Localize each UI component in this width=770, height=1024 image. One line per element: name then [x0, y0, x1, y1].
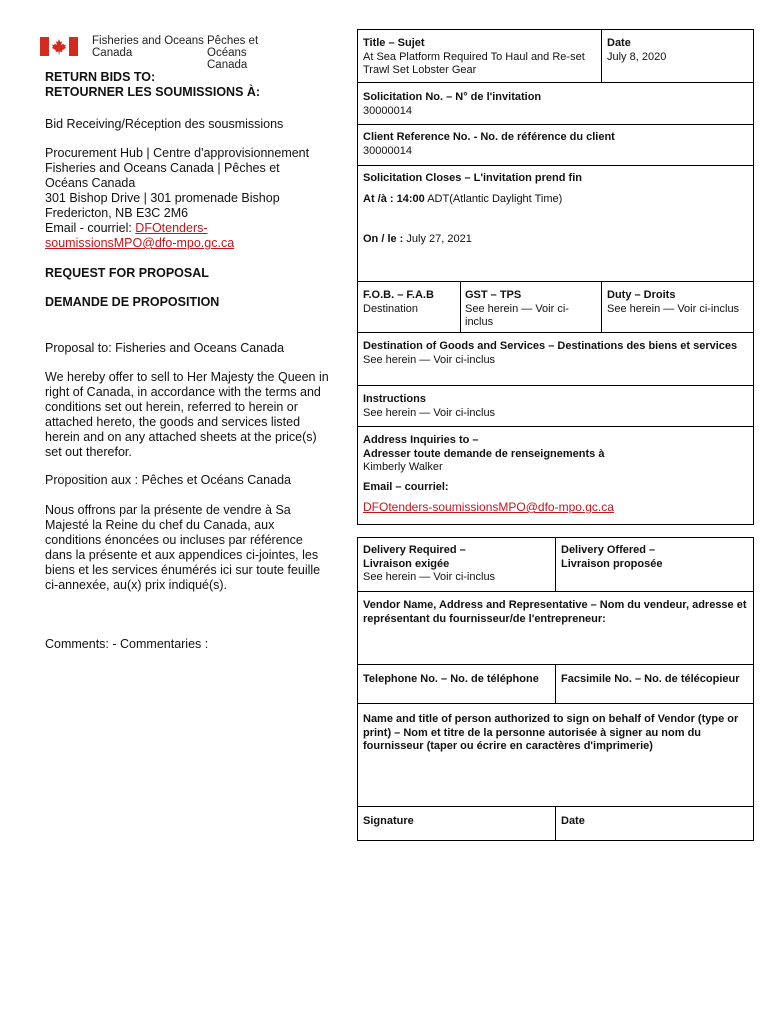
- offer-text-en: We hereby offer to sell to Her Majesty the Queen in right of Canada, in accordance with the terms and conditions set out herein, referred to herein or attached hereto, the goods and services listed herein and on any attached sheets at the price(s) set out therefor.: [45, 370, 329, 459]
- return-email-link-continued[interactable]: soumissionsMPO@dfo-mpo.gc.ca: [45, 236, 235, 250]
- government-logo: [40, 35, 300, 71]
- contact-email-field: [363, 501, 748, 516]
- signature-date-field[interactable]: Date: [561, 815, 585, 827]
- contact-email-link[interactable]: DFOtenders-soumissionsMPO@dfo-mpo.gc.ca: [363, 500, 614, 514]
- client-reference-field: Client Reference No. - No. de référence du client 30000014: [363, 131, 615, 157]
- solicitation-closes-field: Solicitation Closes – L'invitation prend fin: [363, 172, 582, 184]
- delivery-offered-field[interactable]: Delivery Offered – Livraison proposée: [561, 544, 663, 570]
- bid-receiving: Bid Receiving/Réception des sousmissions: [45, 117, 284, 131]
- duty-field: Duty – Droits See herein — Voir ci-inclus: [607, 289, 740, 315]
- canada-flag-icon: [40, 37, 78, 56]
- date-field: Date July 8, 2020: [607, 37, 747, 64]
- solicitation-number-field: Solicitation No. – N° de l'invitation 30000014: [363, 91, 542, 117]
- gst-field: GST – TPS See herein — Voir ci-inclus: [465, 289, 569, 328]
- contact-name: Kimberly Walker: [363, 461, 443, 473]
- department-name-en: Fisheries and Oceans Canada: [92, 35, 204, 59]
- facsimile-field[interactable]: Facsimile No. – No. de télécopieur: [561, 673, 740, 685]
- inquiries-field: Address Inquiries to – Adresser toute demande de renseignements à Kimberly Walker: [363, 434, 748, 475]
- return-email-link[interactable]: DFOtenders-: [135, 221, 208, 235]
- department-name-fr: Pêches et Océans Canada: [207, 35, 259, 71]
- delivery-required-field: Delivery Required – Livraison exigée See herein — Voir ci-inclus: [363, 544, 496, 583]
- return-bids-heading: RETURN BIDS TO: RETOURNER LES SOUMISSIONS À:: [45, 70, 261, 99]
- proposal-to-fr: Proposition aux : Pêches et Océans Canada: [45, 473, 291, 487]
- authorized-person-field[interactable]: Name and title of person authorized to sign on behalf of Vendor (type or print) – Nom et titre de la personne autorisée à signer au nom du fournisseur (taper ou écrire en caractères d'imprimerie): [363, 713, 739, 752]
- offer-text-fr: Nous offrons par la présente de vendre à Sa Majesté la Reine du chef du Canada, aux conditions énoncées ou incluses par référence dans la présente et aux appendices ci-jointes, les biens et les services énumérés ici sur toute feuille ci-annexée, au(x) prix indiqué(s).: [45, 503, 321, 592]
- vendor-name-field[interactable]: Vendor Name, Address and Representative – Nom du vendeur, adresse et représentant du fournisseur/de l'entrepreneur:: [363, 599, 747, 625]
- title-value: At Sea Platform Required To Haul and Re-set Trawl Set Lobster Gear: [363, 50, 585, 76]
- email-label: Email – courriel:: [363, 481, 449, 493]
- date-value: July 8, 2020: [607, 50, 667, 63]
- comments-label: Comments: - Commentaries :: [45, 637, 209, 651]
- telephone-field[interactable]: Telephone No. – No. de téléphone: [363, 673, 539, 685]
- signature-field[interactable]: Signature: [363, 815, 414, 827]
- closing-date: On / le : July 27, 2021: [363, 233, 472, 245]
- destination-field: Destination of Goods and Services – Destinations des biens et services See herein — Voir ci-inclus: [363, 340, 738, 366]
- title-field: Title – Sujet At Sea Platform Required To Haul and Re-set Trawl Set Lobster Gear: [363, 37, 599, 78]
- rfp-heading-en: REQUEST FOR PROPOSAL: [45, 266, 209, 280]
- return-address: Procurement Hub | Centre d'approvisionnement Fisheries and Oceans Canada | Pêches et Océans Canada 301 Bishop Drive | 301 promenade Bishop Fredericton, NB E3C 2M6 Email - courriel: DFOtenders- soumissionsMPO@dfo-mpo.gc.ca: [45, 146, 310, 250]
- fob-field: F.O.B. – F.A.B Destination: [363, 289, 434, 315]
- closing-time: At /à : 14:00 ADT(Atlantic Daylight Time): [363, 193, 563, 205]
- instructions-field: Instructions See herein — Voir ci-inclus: [363, 393, 496, 419]
- rfp-heading-fr: DEMANDE DE PROPOSITION: [45, 295, 220, 309]
- proposal-to-en: Proposal to: Fisheries and Oceans Canada: [45, 341, 285, 355]
